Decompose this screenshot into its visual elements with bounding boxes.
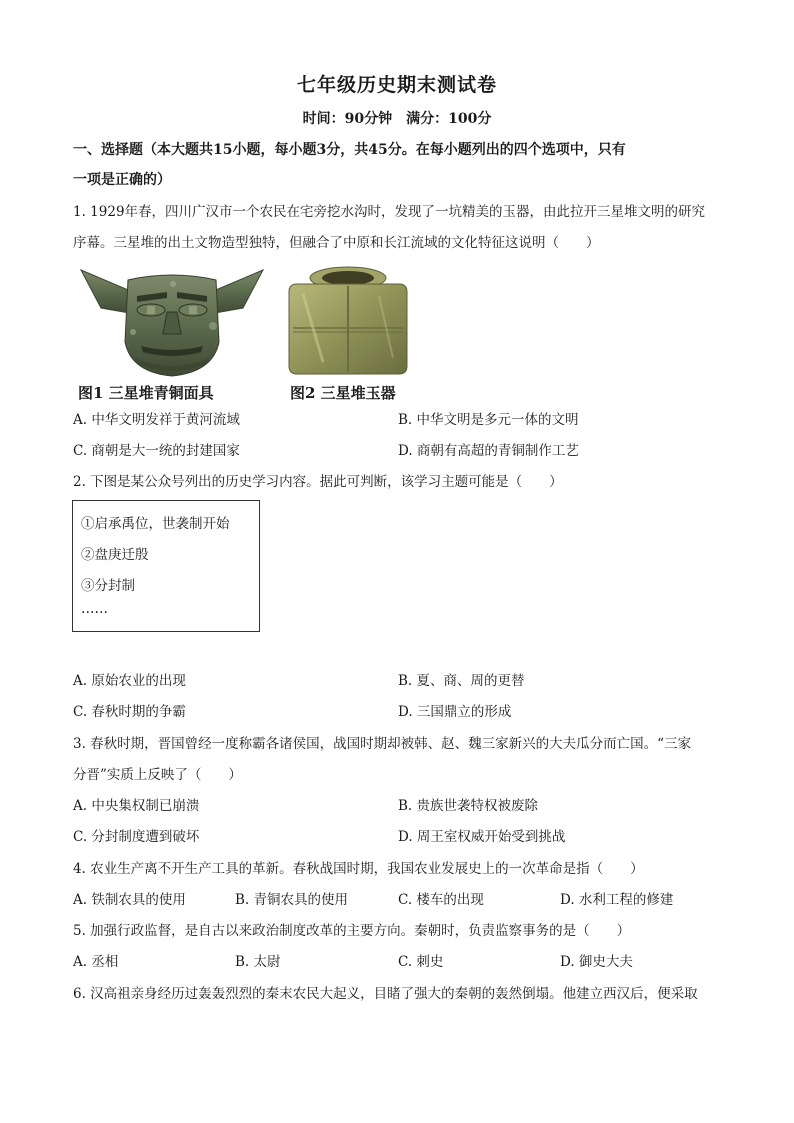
- q3-option-d[interactable]: D. 周王室权威开始受到挑战: [398, 829, 566, 845]
- sanxingdui-jade-cong-image: [283, 262, 413, 378]
- q1-option-a[interactable]: A. 中华文明发祥于黄河流域: [73, 412, 240, 428]
- q4-option-a[interactable]: A. 铁制农具的使用: [73, 892, 186, 908]
- box-item-1: ①启承禹位，世袭制开始: [81, 516, 230, 532]
- q6-stem-line1: 6. 汉高祖亲身经历过轰轰烈烈的秦末农民大起义，目睹了强大的秦朝的轰然倒塌。他建立西汉后，便采取: [73, 986, 698, 1002]
- q1-stem-line1: 1. 1929年春，四川广汉市一个农民在宅旁挖水沟时，发现了一坑精美的玉器，由此拉开三星堆文明的研究: [73, 204, 706, 220]
- q5-option-c[interactable]: C. 刺史: [398, 954, 444, 970]
- q4-stem-line1: 4. 农业生产离不开生产工具的革新。春秋战国时期，我国农业发展史上的一次革命是指（ ）: [73, 861, 644, 877]
- q3-option-a[interactable]: A. 中央集权制已崩溃: [73, 798, 200, 814]
- q4-option-b[interactable]: B. 青铜农具的使用: [235, 892, 349, 908]
- box-item-2: ②盘庚迁殷: [81, 547, 149, 563]
- q3-option-b[interactable]: B. 贵族世袭特权被废除: [398, 798, 539, 814]
- q3-stem-line2: 分晋”实质上反映了（ ）: [73, 767, 242, 783]
- section-heading-line1: 一、选择题（本大题共15小题，每小题3分，共45分。在每小题列出的四个选项中，只有: [73, 142, 626, 158]
- q4-option-d[interactable]: D. 水利工程的修建: [560, 892, 674, 908]
- q5-option-a[interactable]: A. 丞相: [73, 954, 119, 970]
- q1-option-d[interactable]: D. 商朝有高超的青铜制作工艺: [398, 443, 579, 459]
- figure1-caption: 图1 三星堆青铜面具: [78, 384, 214, 402]
- q1-option-b[interactable]: B. 中华文明是多元一体的文明: [398, 412, 579, 428]
- q1-stem-line2: 序幕。三星堆的出土文物造型独特，但融合了中原和长江流域的文化特征这说明（ ）: [73, 235, 600, 251]
- q5-stem-line1: 5. 加强行政监督，是自古以来政治制度改革的主要方向。秦朝时，负责监察事务的是（ ）: [73, 923, 631, 939]
- q2-option-a[interactable]: A. 原始农业的出现: [73, 673, 186, 689]
- q2-option-c[interactable]: C. 春秋时期的争霸: [73, 704, 186, 720]
- q5-option-b[interactable]: B. 太尉: [235, 954, 281, 970]
- sanxingdui-bronze-mask-image: [73, 262, 271, 378]
- section-heading-line2: 一项是正确的）: [73, 172, 171, 188]
- q2-option-d[interactable]: D. 三国鼎立的形成: [398, 704, 512, 720]
- q3-option-c[interactable]: C. 分封制度遭到破坏: [73, 829, 200, 845]
- figure2-caption: 图2 三星堆玉器: [290, 384, 396, 402]
- q2-content-box: [72, 500, 260, 632]
- q2-option-b[interactable]: B. 夏、商、周的更替: [398, 673, 525, 689]
- q3-stem-line1: 3. 春秋时期，晋国曾经一度称霸各诸侯国，战国时期却被韩、赵、魏三家新兴的大夫瓜分而亡国。“三家: [73, 736, 692, 752]
- exam-subtitle: 时间：90分钟 满分：100分: [302, 111, 492, 127]
- box-item-ellipsis: ……: [81, 601, 108, 617]
- q4-option-c[interactable]: C. 楼车的出现: [398, 892, 484, 908]
- q5-option-d[interactable]: D. 御史大夫: [560, 954, 633, 970]
- box-item-3: ③分封制: [81, 578, 135, 594]
- q1-option-c[interactable]: C. 商朝是大一统的封建国家: [73, 443, 240, 459]
- q2-stem-line1: 2. 下图是某公众号列出的历史学习内容。据此可判断，该学习主题可能是（ ）: [73, 474, 563, 490]
- page-title: 七年级历史期末测试卷: [296, 74, 497, 96]
